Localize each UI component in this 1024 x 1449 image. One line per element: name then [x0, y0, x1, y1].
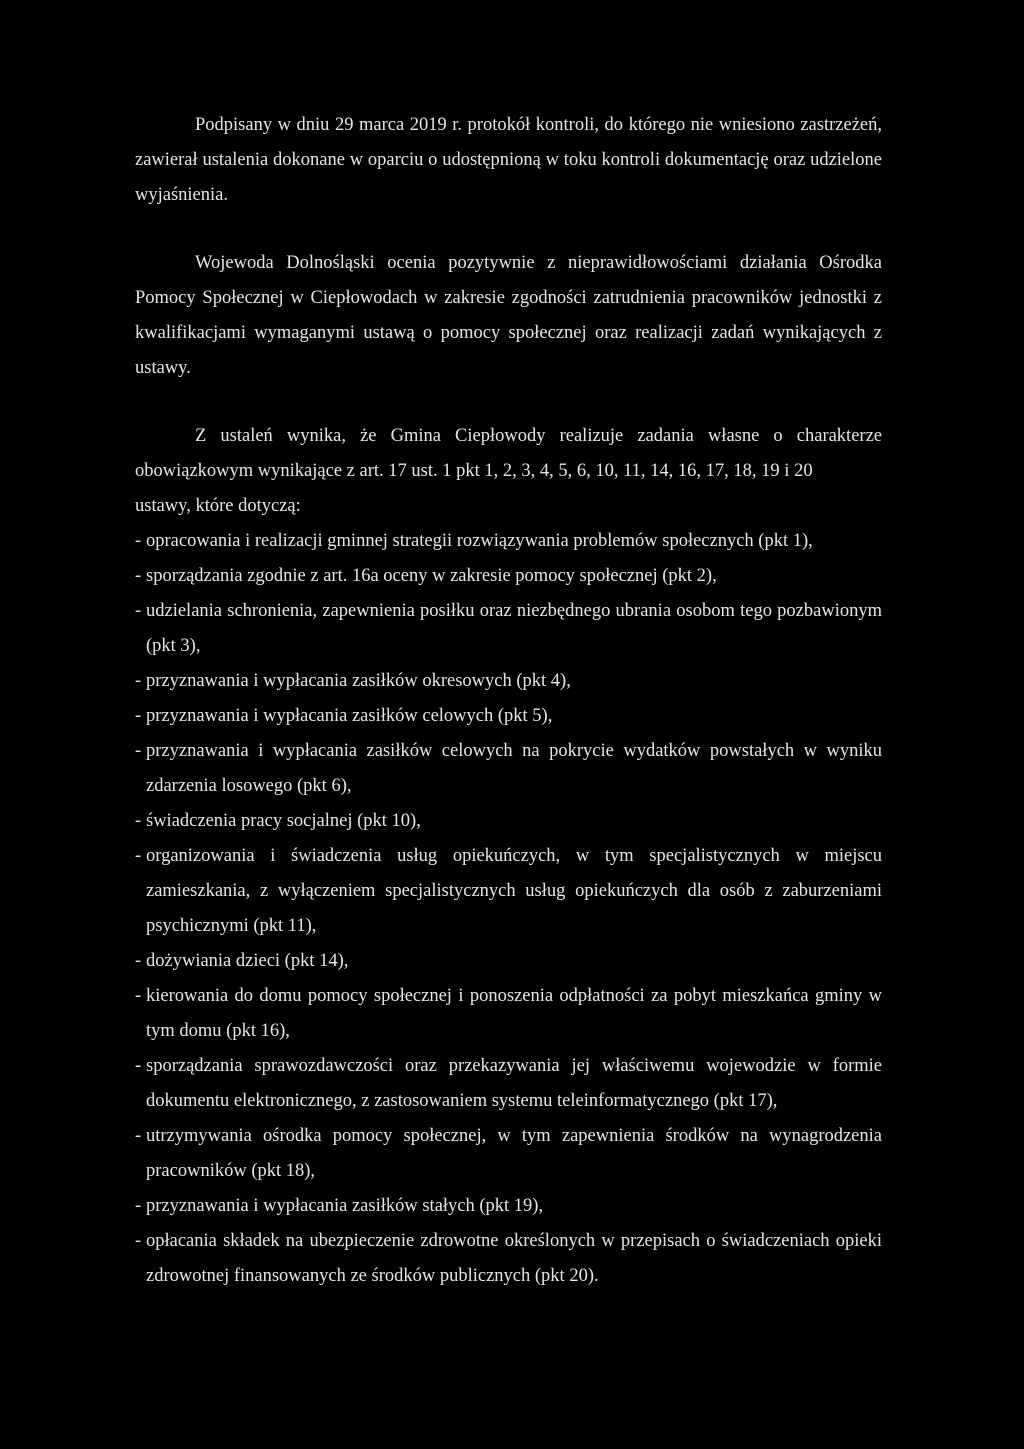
list-dash: -: [135, 1056, 142, 1076]
list-item-text: dożywiania dzieci (pkt 14),: [146, 951, 349, 971]
list-dash: -: [135, 566, 142, 586]
list-item: [135, 594, 882, 664]
list-dash: -: [135, 1126, 142, 1146]
list-dash: -: [135, 706, 142, 726]
list-dash: -: [135, 986, 142, 1006]
list-item: [135, 664, 882, 699]
list-item-text: przyznawania i wypłacania zasiłków celowych (pkt 5),: [146, 706, 553, 726]
list-dash: -: [135, 741, 142, 761]
list-item-text: sporządzania sprawozdawczości oraz przekazywania jej właściwemu wojewodzie w formie dokumentu elektronicznego, z zastosowaniem systemu teleinformatycznego (pkt 17),: [146, 1056, 882, 1111]
list-item-text: opłacania składek na ubezpieczenie zdrowotne określonych w przepisach o świadczeniach opieki zdrowotnej finansowanych ze środków publicznych (pkt 20).: [146, 1231, 882, 1286]
list-dash: -: [135, 811, 142, 831]
list-item-text: kierowania do domu pomocy społecznej i ponoszenia odpłatności za pobyt mieszkańca gminy w tym domu (pkt 16),: [146, 986, 882, 1041]
list-item: [135, 1189, 882, 1224]
list-item: [135, 524, 882, 559]
list-dash: -: [135, 1231, 142, 1251]
list-dash: -: [135, 671, 142, 691]
list-dash: -: [135, 951, 142, 971]
list-dash: -: [135, 846, 142, 866]
list-dash: -: [135, 531, 142, 551]
list-item-text: udzielania schronienia, zapewnienia posiłku oraz niezbędnego ubrania osobom tego pozbawionym (pkt 3),: [146, 601, 882, 656]
list-item: [135, 699, 882, 734]
paragraph-assessment: Wojewoda Dolnośląski ocenia pozytywnie z nieprawidłowościami działania Ośrodka Pomocy Społecznej w Ciepłowodach w zakresie zgodności zatrudnienia pracowników jednostki z kwalifikacjami wymaganymi ustawą o pomocy społecznej oraz realizacji zadań wynikających z ustawy.: [135, 253, 882, 378]
list-item-text: świadczenia pracy socjalnej (pkt 10),: [146, 811, 421, 831]
list-dash: -: [135, 1196, 142, 1216]
paragraph-findings-continuation: ustawy, które dotyczą:: [135, 496, 301, 516]
list-item-text: przyznawania i wypłacania zasiłków stałych (pkt 19),: [146, 1196, 544, 1216]
list-dash: -: [135, 601, 142, 621]
list-item: [135, 1224, 882, 1294]
list-item: [135, 804, 882, 839]
list-item: [135, 839, 882, 944]
list-item-text: przyznawania i wypłacania zasiłków okresowych (pkt 4),: [146, 671, 571, 691]
list-item: [135, 734, 882, 804]
list-item-text: utrzymywania ośrodka pomocy społecznej, w tym zapewnienia środków na wynagrodzenia pracowników (pkt 18),: [146, 1126, 882, 1181]
list-item: [135, 1049, 882, 1119]
paragraph-findings: Z ustaleń wynika, że Gmina Ciepłowody realizuje zadania własne o charakterze obowiązkowym wynikające z art. 17 ust. 1 pkt 1, 2, 3, 4, 5, 6, 10, 11, 14, 16, 17, 18, 19 i 20: [135, 426, 882, 481]
list-item: [135, 559, 882, 594]
list-item-text: opracowania i realizacji gminnej strategii rozwiązywania problemów społecznych (pkt 1),: [146, 531, 813, 551]
list-item: [135, 944, 882, 979]
list-item-text: przyznawania i wypłacania zasiłków celowych na pokrycie wydatków powstałych w wyniku zdarzenia losowego (pkt 6),: [146, 741, 882, 796]
document-page: [135, 108, 882, 1294]
list-item: [135, 1119, 882, 1189]
list-item-text: organizowania i świadczenia usług opiekuńczych, w tym specjalistycznych w miejscu zamieszkania, z wyłączeniem specjalistycznych usług opiekuńczych dla osób z zaburzeniami psychicznymi (pkt 11),: [146, 846, 882, 936]
tasks-list: [135, 524, 882, 1294]
list-item-text: sporządzania zgodnie z art. 16a oceny w zakresie pomocy społecznej (pkt 2),: [146, 566, 717, 586]
paragraph-protocol-signed: Podpisany w dniu 29 marca 2019 r. protokół kontroli, do którego nie wniesiono zastrzeżeń, zawierał ustalenia dokonane w oparciu o udostępnioną w toku kontroli dokumentację oraz udzielone wyjaśnienia.: [135, 115, 882, 205]
list-item: [135, 979, 882, 1049]
